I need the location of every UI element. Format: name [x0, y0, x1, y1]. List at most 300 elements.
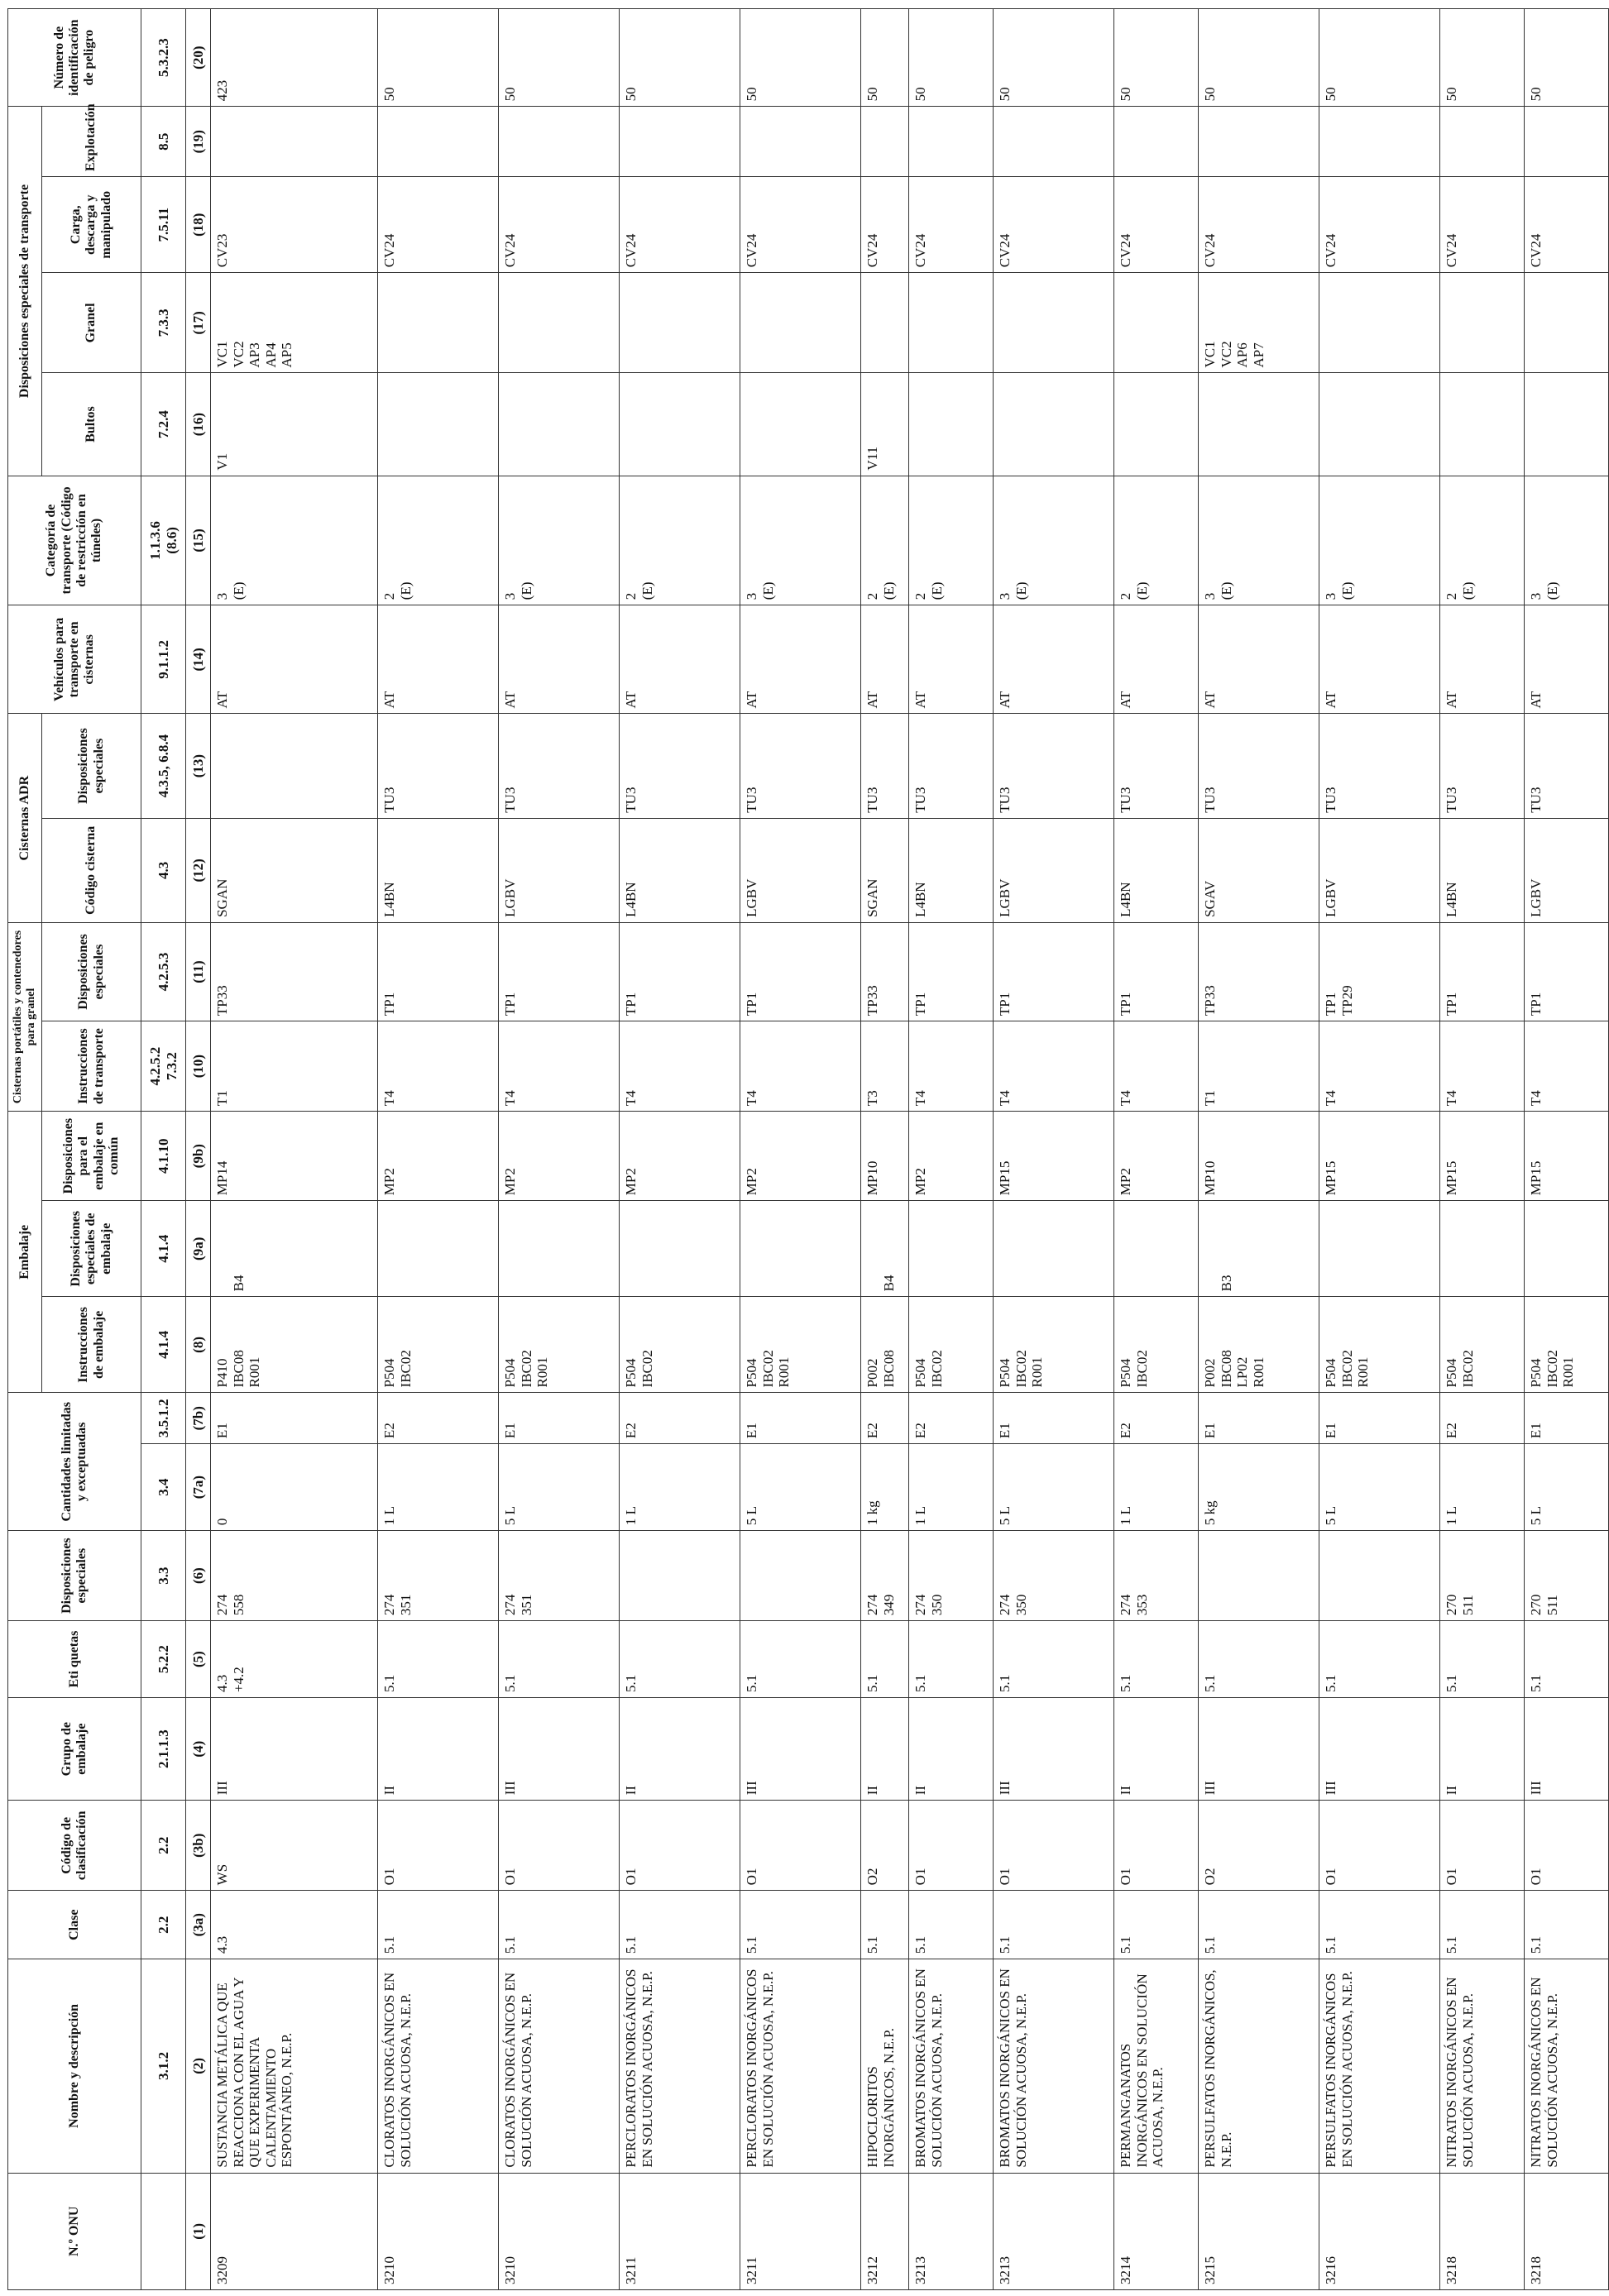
- table-cell: 1 L: [909, 1444, 994, 1531]
- table-cell: [994, 273, 1114, 373]
- table-cell: [1199, 373, 1319, 476]
- table-cell: TU3: [1199, 714, 1319, 818]
- table-cell: [740, 1201, 861, 1297]
- table-cell: 5 L: [1319, 1444, 1440, 1531]
- table-cell: V11: [861, 373, 909, 476]
- reference-cell: 4.3: [141, 818, 186, 922]
- table-cell: 5.1: [861, 1621, 909, 1698]
- table-cell: 0: [211, 1444, 378, 1531]
- column-number-cell: (5): [186, 1621, 211, 1698]
- table-cell: 423: [211, 9, 378, 107]
- table-cell: O1: [1319, 1801, 1440, 1891]
- table-cell: TU3: [1440, 714, 1525, 818]
- table-cell: [740, 273, 861, 373]
- substance-name-cell: SUSTANCIA METÁLICA QUE REACCIONA CON EL AGUA Y QUE EXPERIMENTA CALENTAMIENTO ESPONTÁNEO, N.E.P.: [211, 1959, 378, 2174]
- table-cell: 5.1: [1114, 1891, 1199, 1959]
- column-number-cell: (10): [186, 1021, 211, 1112]
- table-cell: 2 (E): [1114, 476, 1199, 605]
- table-cell: P504 IBC02 R001: [994, 1297, 1114, 1393]
- un-number-cell: 3216: [1319, 2173, 1440, 2289]
- table-cell: B4: [211, 1201, 378, 1297]
- table-cell: III: [1525, 1698, 1609, 1801]
- table-cell: TU3: [994, 714, 1114, 818]
- un-number-cell: 3211: [620, 2173, 740, 2289]
- table-cell: P504 IBC02: [1440, 1297, 1525, 1393]
- header-tank-code: Código cisterna: [42, 818, 141, 922]
- table-cell: P504 IBC02: [620, 1297, 740, 1393]
- table-cell: TU3: [1525, 714, 1609, 818]
- un-number-cell: 3211: [740, 2173, 861, 2289]
- table-cell: TP1: [909, 922, 994, 1021]
- table-cell: CV24: [1199, 177, 1319, 273]
- table-cell: [740, 373, 861, 476]
- table-cell: E1: [1525, 1393, 1609, 1444]
- table-cell: AT: [994, 605, 1114, 714]
- table-cell: 270 511: [1440, 1531, 1525, 1621]
- table-cell: TP33: [211, 922, 378, 1021]
- table-cell: [861, 273, 909, 373]
- table-body: [211, 9, 1609, 2290]
- header-labels: Eti quetas: [8, 1621, 141, 1698]
- table-cell: II: [378, 1698, 499, 1801]
- table-cell: SGAN: [861, 818, 909, 922]
- header-packing-group: Grupo de embalaje: [8, 1698, 141, 1801]
- table-row: [211, 9, 378, 2290]
- table-cell: P504 IBC02 R001: [499, 1297, 620, 1393]
- table-cell: TP1: [378, 922, 499, 1021]
- table-cell: E1: [740, 1393, 861, 1444]
- header-special-transport: Disposiciones especiales de transporte: [8, 107, 42, 476]
- table-cell: O1: [1525, 1801, 1609, 1891]
- table-cell: III: [994, 1698, 1114, 1801]
- table-cell: L4BN: [378, 818, 499, 922]
- column-number-cell: (13): [186, 714, 211, 818]
- table-cell: T4: [994, 1021, 1114, 1112]
- table-cell: CV24: [499, 177, 620, 273]
- table-cell: MP2: [620, 1112, 740, 1201]
- dangerous-goods-table: [7, 8, 1609, 2290]
- table-cell: II: [1440, 1698, 1525, 1801]
- table-cell: TU3: [1319, 714, 1440, 818]
- table-cell: CV24: [378, 177, 499, 273]
- table-cell: 50: [1525, 9, 1609, 107]
- table-cell: T1: [1199, 1021, 1319, 1112]
- header-packing-instructions: Instrucciones de embalaje: [42, 1297, 141, 1393]
- table-cell: T3: [861, 1021, 909, 1112]
- header-portable-tanks: Cisternas portátiles y contenedores para granel: [8, 922, 42, 1111]
- table-cell: 5.1: [499, 1621, 620, 1698]
- table-cell: MP15: [1525, 1112, 1609, 1201]
- substance-name-cell: CLORATOS INORGÁNICOS EN SOLUCIÓN ACUOSA, N.E.P.: [499, 1959, 620, 2174]
- table-cell: II: [861, 1698, 909, 1801]
- table-cell: O2: [861, 1801, 909, 1891]
- substance-name-cell: NITRATOS INORGÁNICOS EN SOLUCIÓN ACUOSA, N.E.P.: [1525, 1959, 1609, 2174]
- reference-cell: 4.2.5.2 7.3.2: [141, 1021, 186, 1112]
- header-special-provisions: Disposiciones especiales: [8, 1531, 141, 1621]
- substance-name-cell: PERMANGANATOS INORGÁNICOS EN SOLUCIÓN ACUOSA, N.E.P.: [1114, 1959, 1199, 2174]
- table-cell: 2 (E): [378, 476, 499, 605]
- table-cell: [994, 373, 1114, 476]
- table-cell: E2: [378, 1393, 499, 1444]
- column-number-cell: (8): [186, 1297, 211, 1393]
- table-cell: E2: [909, 1393, 994, 1444]
- header-packaging: Embalaje: [8, 1112, 42, 1393]
- table-cell: TU3: [1114, 714, 1199, 818]
- reference-cell: 2.2: [141, 1801, 186, 1891]
- column-number-row: [186, 9, 211, 2290]
- table-cell: [1114, 107, 1199, 177]
- un-number-cell: 3218: [1525, 2173, 1609, 2289]
- table-cell: 5.1: [861, 1891, 909, 1959]
- table-cell: CV24: [861, 177, 909, 273]
- column-number-cell: (2): [186, 1959, 211, 2174]
- table-cell: O1: [378, 1801, 499, 1891]
- table-cell: 274 350: [909, 1531, 994, 1621]
- table-cell: [1319, 1201, 1440, 1297]
- table-cell: CV23: [211, 177, 378, 273]
- rotated-page: [7, 8, 1577, 2290]
- table-cell: 4.3 +4.2: [211, 1621, 378, 1698]
- table-cell: TU3: [378, 714, 499, 818]
- table-cell: 50: [1114, 9, 1199, 107]
- table-cell: [1440, 1201, 1525, 1297]
- table-cell: [378, 273, 499, 373]
- table-cell: [909, 373, 994, 476]
- header-operation: Explotación: [42, 107, 141, 177]
- table-cell: [861, 107, 909, 177]
- table-cell: TP1: [994, 922, 1114, 1021]
- un-number-cell: 3218: [1440, 2173, 1525, 2289]
- table-cell: MP2: [1114, 1112, 1199, 1201]
- table-cell: MP2: [909, 1112, 994, 1201]
- table-cell: L4BN: [1440, 818, 1525, 922]
- table-cell: 5.1: [1114, 1621, 1199, 1698]
- table-cell: AT: [1525, 605, 1609, 714]
- table-cell: MP10: [1199, 1112, 1319, 1201]
- table-cell: LGBV: [499, 818, 620, 922]
- table-cell: [499, 1201, 620, 1297]
- reference-cell: 2.2: [141, 1891, 186, 1959]
- table-cell: 5.1: [740, 1621, 861, 1698]
- header-adr-special: Disposiciones especiales: [42, 714, 141, 818]
- table-cell: LGBV: [740, 818, 861, 922]
- table-cell: LGBV: [1525, 818, 1609, 922]
- table-cell: TP1: [740, 922, 861, 1021]
- reference-cell: 3.4: [141, 1444, 186, 1531]
- table-cell: 1 L: [1114, 1444, 1199, 1531]
- table-row: [620, 9, 740, 2290]
- table-cell: [1114, 1201, 1199, 1297]
- substance-name-cell: BROMATOS INORGÁNICOS EN SOLUCIÓN ACUOSA, N.E.P.: [994, 1959, 1114, 2174]
- table-cell: SGAN: [211, 818, 378, 922]
- table-cell: P504 IBC02: [378, 1297, 499, 1393]
- table-cell: 5.1: [1440, 1891, 1525, 1959]
- table-cell: [499, 373, 620, 476]
- un-number-cell: 3212: [861, 2173, 909, 2289]
- header-loading: Carga, descarga y manipulado: [42, 177, 141, 273]
- table-cell: B3: [1199, 1201, 1319, 1297]
- substance-name-cell: BROMATOS INORGÁNICOS EN SOLUCIÓN ACUOSA, N.E.P.: [909, 1959, 994, 2174]
- table-cell: AT: [740, 605, 861, 714]
- table-cell: L4BN: [620, 818, 740, 922]
- reference-cell: 3.5.1.2: [141, 1393, 186, 1444]
- table-cell: TP1 TP29: [1319, 922, 1440, 1021]
- table-cell: T4: [1525, 1021, 1609, 1112]
- table-cell: P002 IBC08 LP02 R001: [1199, 1297, 1319, 1393]
- header-bulk: Granel: [42, 273, 141, 373]
- table-cell: [1319, 1531, 1440, 1621]
- table-cell: O1: [909, 1801, 994, 1891]
- reference-cell: 9.1.1.2: [141, 605, 186, 714]
- table-cell: 3 (E): [499, 476, 620, 605]
- table-cell: 50: [1440, 9, 1525, 107]
- column-number-cell: (12): [186, 818, 211, 922]
- substance-name-cell: PERCLORATOS INORGÁNICOS EN SOLUCIÓN ACUOSA, N.E.P.: [620, 1959, 740, 2174]
- table-cell: [1114, 373, 1199, 476]
- table-row: [1525, 9, 1609, 2290]
- table-cell: T4: [1319, 1021, 1440, 1112]
- table-cell: 5.1: [740, 1891, 861, 1959]
- table-row: [499, 9, 620, 2290]
- table-cell: AT: [499, 605, 620, 714]
- table-cell: T1: [211, 1021, 378, 1112]
- table-cell: 274 351: [499, 1531, 620, 1621]
- table-cell: O1: [740, 1801, 861, 1891]
- table-cell: E1: [211, 1393, 378, 1444]
- table-cell: [499, 273, 620, 373]
- reference-row: [141, 9, 186, 2290]
- table-cell: L4BN: [1114, 818, 1199, 922]
- table-cell: 270 511: [1525, 1531, 1609, 1621]
- table-cell: 5 L: [994, 1444, 1114, 1531]
- un-number-cell: 3210: [499, 2173, 620, 2289]
- table-cell: MP2: [378, 1112, 499, 1201]
- table-cell: 1 L: [378, 1444, 499, 1531]
- table-cell: 5.1: [378, 1621, 499, 1698]
- column-number-cell: (6): [186, 1531, 211, 1621]
- header-tank-vehicle: Vehículos para transporte en cisternas: [8, 605, 141, 714]
- column-number-cell: (11): [186, 922, 211, 1021]
- column-number-cell: (19): [186, 107, 211, 177]
- table-cell: P002 IBC08: [861, 1297, 909, 1393]
- table-cell: O2: [1199, 1801, 1319, 1891]
- table-cell: 50: [909, 9, 994, 107]
- table-cell: WS: [211, 1801, 378, 1891]
- reference-cell: 7.2.4: [141, 373, 186, 476]
- table-cell: [740, 1531, 861, 1621]
- column-number-cell: (7b): [186, 1393, 211, 1444]
- table-cell: TP33: [861, 922, 909, 1021]
- column-number-cell: (7a): [186, 1444, 211, 1531]
- table-cell: [620, 373, 740, 476]
- table-cell: T4: [740, 1021, 861, 1112]
- table-cell: [620, 1531, 740, 1621]
- reference-cell: 1.1.3.6 (8.6): [141, 476, 186, 605]
- table-cell: [211, 714, 378, 818]
- table-cell: VC1 VC2 AP3 AP4 AP5: [211, 273, 378, 373]
- table-cell: TP1: [1440, 922, 1525, 1021]
- reference-cell: 8.5: [141, 107, 186, 177]
- table-row: [994, 9, 1114, 2290]
- table-cell: 5 L: [499, 1444, 620, 1531]
- table-cell: 3 (E): [1319, 476, 1440, 605]
- table-cell: AT: [211, 605, 378, 714]
- table-cell: AT: [1199, 605, 1319, 714]
- table-cell: P410 IBC08 R001: [211, 1297, 378, 1393]
- table-cell: [378, 373, 499, 476]
- header-code: Código de clasificación: [8, 1801, 141, 1891]
- header-adr-tanks: Cisternas ADR: [8, 714, 42, 922]
- table-cell: 1 kg: [861, 1444, 909, 1531]
- table-cell: CV24: [740, 177, 861, 273]
- table-cell: E2: [620, 1393, 740, 1444]
- table-cell: P504 IBC02: [1114, 1297, 1199, 1393]
- table-cell: T4: [1440, 1021, 1525, 1112]
- table-cell: MP2: [740, 1112, 861, 1201]
- table-cell: MP15: [1319, 1112, 1440, 1201]
- reference-cell: 4.1.4: [141, 1297, 186, 1393]
- table-cell: CV24: [1319, 177, 1440, 273]
- header-packages: Bultos: [42, 373, 141, 476]
- table-cell: V1: [211, 373, 378, 476]
- table-cell: LGBV: [1319, 818, 1440, 922]
- table-cell: [994, 1201, 1114, 1297]
- table-cell: 2 (E): [861, 476, 909, 605]
- un-number-cell: 3214: [1114, 2173, 1199, 2289]
- table-cell: P504 IBC02: [909, 1297, 994, 1393]
- table-cell: O1: [1440, 1801, 1525, 1891]
- substance-name-cell: PERCLORATOS INORGÁNICOS EN SOLUCIÓN ACUOSA, N.E.P.: [740, 1959, 861, 2174]
- table-cell: 3 (E): [1525, 476, 1609, 605]
- table-row: [1114, 9, 1199, 2290]
- reference-cell: 7.5.11: [141, 177, 186, 273]
- reference-cell: 2.1.1.3: [141, 1698, 186, 1801]
- table-cell: 50: [620, 9, 740, 107]
- table-row: [1199, 9, 1319, 2290]
- table-row: [378, 9, 499, 2290]
- table-cell: II: [620, 1698, 740, 1801]
- header-mixed-packing: Disposiciones para el embalaje en común: [42, 1112, 141, 1201]
- header-transport-category: Categoría de transporte (Código de restricción en túneles): [8, 476, 141, 605]
- table-row: [740, 9, 861, 2290]
- table-cell: 3 (E): [740, 476, 861, 605]
- header-transport-instructions: Instrucciones de transporte: [42, 1021, 141, 1112]
- un-number-cell: 3209: [211, 2173, 378, 2289]
- table-cell: AT: [909, 605, 994, 714]
- table-cell: 5.1: [1525, 1891, 1609, 1959]
- un-number-cell: 3215: [1199, 2173, 1319, 2289]
- table-cell: [1525, 373, 1609, 476]
- table-cell: 274 351: [378, 1531, 499, 1621]
- reference-cell: [141, 2173, 186, 2289]
- table-cell: O1: [1114, 1801, 1199, 1891]
- table-cell: 5.1: [499, 1891, 620, 1959]
- column-number-cell: (20): [186, 9, 211, 107]
- column-number-cell: (3a): [186, 1891, 211, 1959]
- table-cell: [211, 107, 378, 177]
- header-limited-quantities: Cantidades limitadas y exceptuadas: [8, 1393, 141, 1531]
- table-cell: 274 349: [861, 1531, 909, 1621]
- table-cell: 50: [740, 9, 861, 107]
- table-cell: II: [909, 1698, 994, 1801]
- table-cell: [1440, 273, 1525, 373]
- table-cell: 5 L: [740, 1444, 861, 1531]
- table-cell: AT: [620, 605, 740, 714]
- table-cell: TP33: [1199, 922, 1319, 1021]
- substance-name-cell: HIPOCLORITOS INORGÁNICOS, N.E.P.: [861, 1959, 909, 2174]
- table-cell: CV24: [1525, 177, 1609, 273]
- table-cell: 5.1: [378, 1891, 499, 1959]
- table-cell: [1440, 107, 1525, 177]
- table-cell: 5 L: [1525, 1444, 1609, 1531]
- table-cell: 5.1: [1319, 1621, 1440, 1698]
- table-cell: 5.1: [620, 1621, 740, 1698]
- reference-cell: 3.1.2: [141, 1959, 186, 2174]
- table-cell: 50: [499, 9, 620, 107]
- table-cell: TU3: [861, 714, 909, 818]
- reference-cell: 7.3.3: [141, 273, 186, 373]
- table-cell: [1525, 107, 1609, 177]
- table-cell: TP1: [620, 922, 740, 1021]
- table-cell: TU3: [909, 714, 994, 818]
- table-cell: 2 (E): [620, 476, 740, 605]
- table-cell: 2 (E): [1440, 476, 1525, 605]
- table-cell: 3 (E): [211, 476, 378, 605]
- table-cell: CV24: [1114, 177, 1199, 273]
- table-cell: 5.1: [1199, 1891, 1319, 1959]
- table-cell: 5.1: [909, 1621, 994, 1698]
- table-cell: CV24: [1440, 177, 1525, 273]
- table-cell: MP10: [861, 1112, 909, 1201]
- column-number-cell: (18): [186, 177, 211, 273]
- table-cell: CV24: [994, 177, 1114, 273]
- table-cell: 50: [1199, 9, 1319, 107]
- table-cell: [740, 107, 861, 177]
- table-cell: 3 (E): [994, 476, 1114, 605]
- column-number-cell: (16): [186, 373, 211, 476]
- table-cell: TP1: [1525, 922, 1609, 1021]
- header-un: N.º ONU: [8, 2173, 141, 2289]
- table-cell: 5.1: [1440, 1621, 1525, 1698]
- header-portable-special: Disposiciones especiales: [42, 922, 141, 1021]
- reference-cell: 4.1.10: [141, 1112, 186, 1201]
- table-cell: [1525, 273, 1609, 373]
- table-cell: III: [211, 1698, 378, 1801]
- table-cell: O1: [620, 1801, 740, 1891]
- table-cell: E1: [1199, 1393, 1319, 1444]
- table-cell: T4: [909, 1021, 994, 1112]
- table-row: [1440, 9, 1525, 2290]
- reference-cell: 5.2.2: [141, 1621, 186, 1698]
- column-number-cell: (17): [186, 273, 211, 373]
- table-cell: 50: [994, 9, 1114, 107]
- table-cell: 274 353: [1114, 1531, 1199, 1621]
- table-cell: 5.1: [1199, 1621, 1319, 1698]
- table-cell: [909, 107, 994, 177]
- reference-cell: 5.3.2.3: [141, 9, 186, 107]
- table-row: [1319, 9, 1440, 2290]
- table-cell: MP14: [211, 1112, 378, 1201]
- header-name: Nombre y descripción: [8, 1959, 141, 2174]
- un-number-cell: 3210: [378, 2173, 499, 2289]
- table-cell: II: [1114, 1698, 1199, 1801]
- table-cell: 5.1: [994, 1891, 1114, 1959]
- un-number-cell: 3213: [994, 2173, 1114, 2289]
- table-cell: III: [499, 1698, 620, 1801]
- table-cell: CV24: [620, 177, 740, 273]
- table-cell: AT: [1319, 605, 1440, 714]
- table-cell: AT: [378, 605, 499, 714]
